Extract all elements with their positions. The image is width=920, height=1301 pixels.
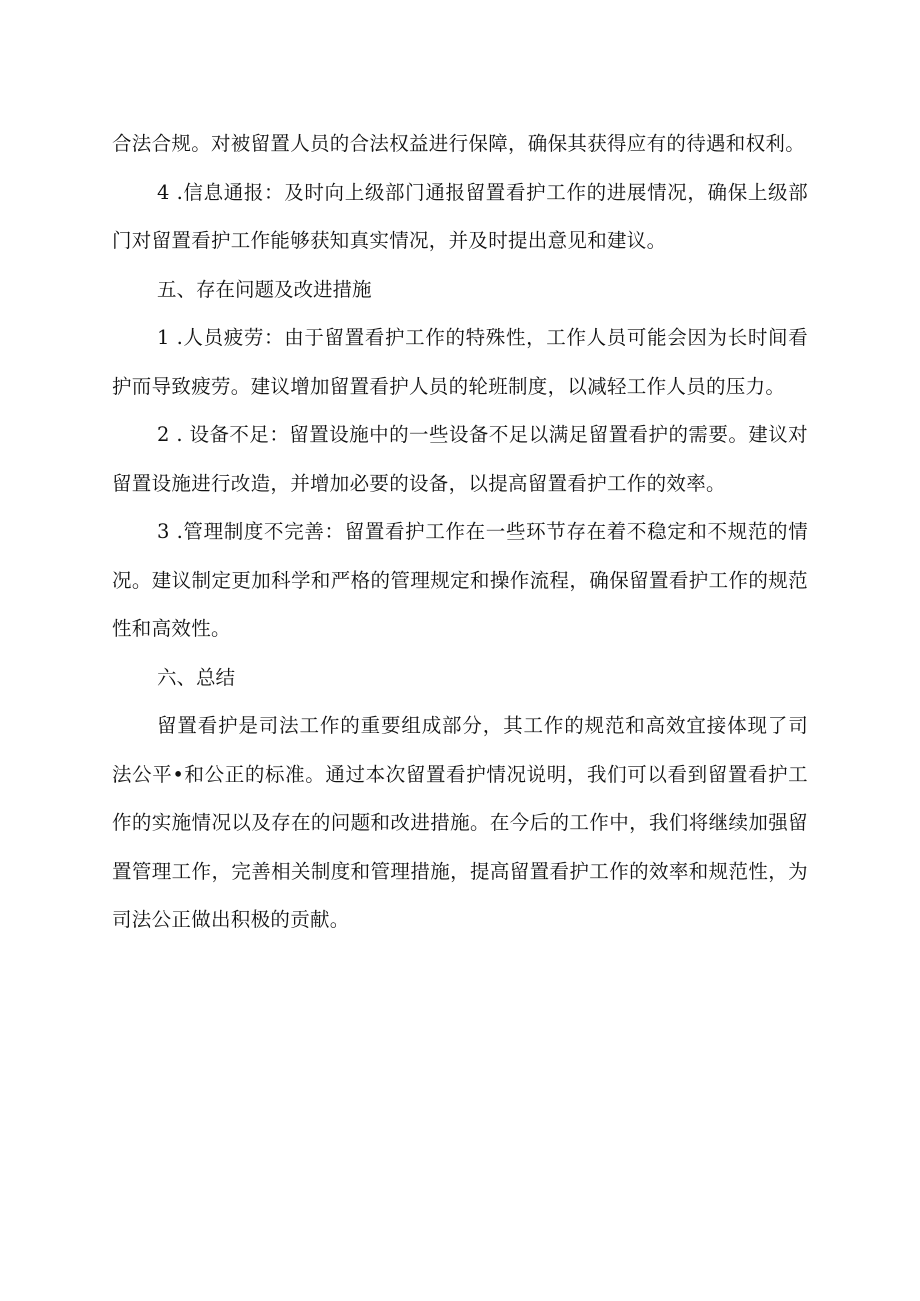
section-heading-problems-and-improvements: 五、存在问题及改进措施 xyxy=(157,277,372,301)
paragraph-continuation: 合法合规。对被留置人员的合法权益进行保障，确保其获得应有的待遇和权利。 xyxy=(112,132,806,155)
paragraph-issue-1-staff-fatigue: 1 .人员疲劳：由于留置看护工作的特殊性，工作人员可能会因为长时间看护而导致疲劳。建议增加留置看护人员的轮班制度，以减轻工作人员的压力。 xyxy=(112,326,808,398)
paragraph-issue-2-equipment-shortage: 2 . 设备不足：留置设施中的一些设备不足以满足留置看护的需要。建议对留置设施进行改造，并增加必要的设备，以提高留置看护工作的效率。 xyxy=(112,423,808,495)
paragraph-summary: 留置看护是司法工作的重要组成部分，其工作的规范和高效宜接体现了司法公平•和公正的标准。通过本次留置看护情况说明，我们可以看到留置看护工作的实施情况以及存在的问题和改进措施。在今后的工作中，我们将继续加强留置管理工作，完善相关制度和管理措施，提高留置看护工作的效率和规范性，为司法公正做出积极的贡献。 xyxy=(112,714,808,931)
section-heading-summary: 六、总结 xyxy=(157,665,236,689)
paragraph-issue-3-management-system: 3 .管理制度不完善：留置看护工作在一些环节存在着不稳定和不规范的情况。建议制定更加科学和严格的管理规定和操作流程，确保留置看护工作的规范性和高效性。 xyxy=(112,520,808,640)
paragraph-item-4-information-reporting: 4 .信息通报：及时向上级部门通报留置看护工作的进展情况，确保上级部门对留置看护工作能够获知真实情况，并及时提出意见和建议。 xyxy=(112,180,808,252)
document-body xyxy=(112,120,808,945)
